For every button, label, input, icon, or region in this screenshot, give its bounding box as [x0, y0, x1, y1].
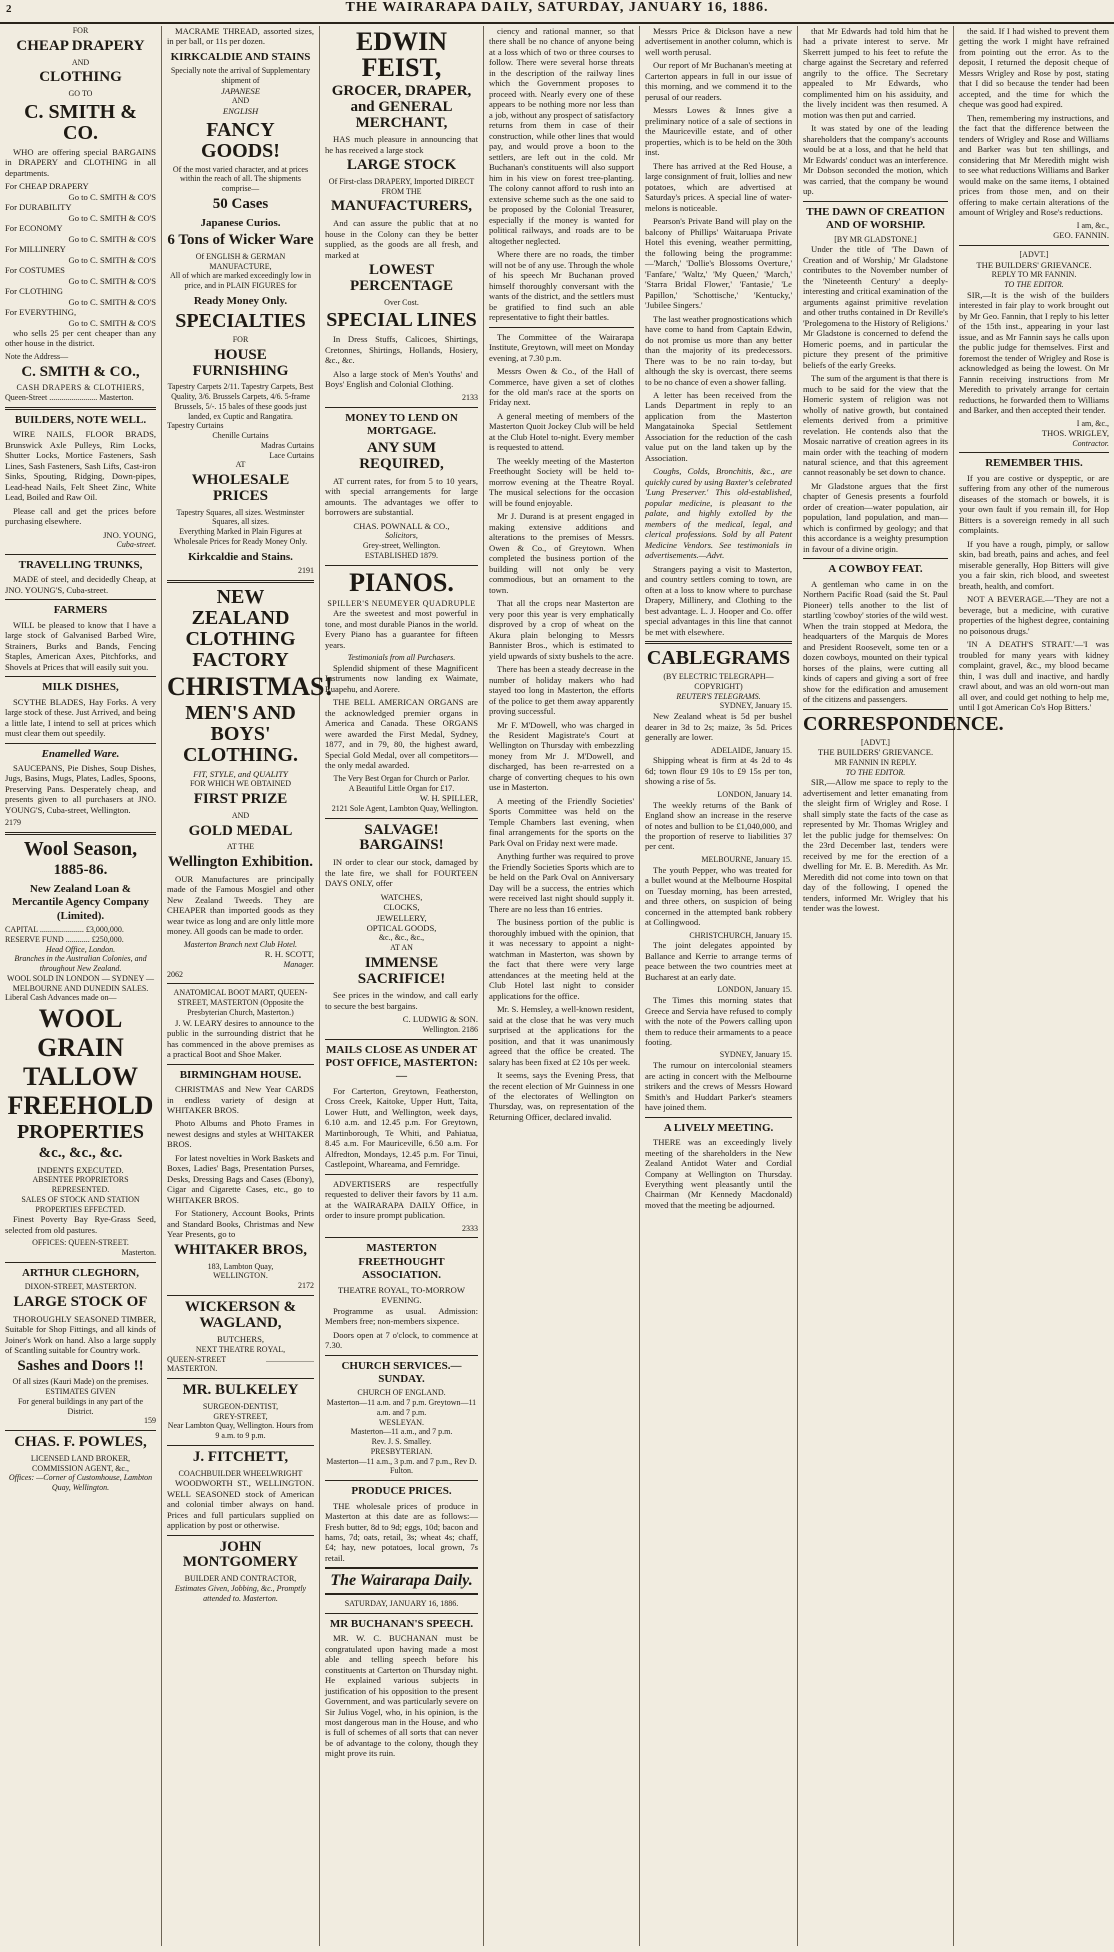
mails-heading: MAILS CLOSE AS UNDER AT POST OFFICE, MASTERTON:— [325, 1043, 478, 1083]
hop-bitters-beverage: NOT A BEVERAGE.—'They are not a beverage, but a medicine, with curative properties of the highest degree, containing no poisonous drugs.' [959, 594, 1109, 636]
editorial-date: SATURDAY, JANUARY 16, 1886. [344, 1598, 459, 1608]
freethought-programme: Programme as usual. Admission: Members free; non-members sixpence. [325, 1305, 478, 1327]
ad-bulkeley-surgeon: SURGEON-DENTIST, [202, 1401, 279, 1411]
ad-kirkcaldie-number: 2191 [298, 566, 314, 576]
ad-cleghorn-timber: THOROUGHLY SEASONED TIMBER, Suitable for Shop Fittings, and all kinds of Joiner's Work on hand. Also a large supply of Scantling suitable for Country work. [5, 1313, 156, 1356]
ad-nzloan-wool: WOOL [38, 1004, 123, 1034]
hop-bitters-health: 'IN A DEATH'S STRAIT.'—'I was troubled for many years with kidney complaint, gravel, &c., my blood became thin, I was dull and inactive, and hardly crawl about, and was an old worn-out man all over, and could get nothing to help me, until I got American Co's Hop Bitters.' [959, 639, 1109, 713]
ad-pianos-heading: PIANOS. [349, 567, 454, 597]
ad-nzcf-name: NEW ZEALAND CLOTHING FACTORY [185, 585, 296, 671]
ad-pownall-established: ESTABLISHED 1879. [364, 550, 439, 560]
ad-cleghorn-sashes-sub2: For general buildings in any part of the District. [17, 1396, 144, 1416]
cable-dateline: LONDON, January 15. [717, 985, 792, 995]
ad-nzcf-number: 2062 [167, 969, 183, 979]
ad-nzcf-branch: Masterton Branch next Club Hotel. [183, 939, 298, 949]
local-item: Mr J. Durand is at present engaged in making extensive additions and alterations to the premises of Messrs. Owen & Co., of Greytown. When completed the business portion of the building will not only be very commodious, but an ornament to the town. [489, 511, 634, 595]
column-5 [640, 26, 798, 1946]
local-item: Mr F. M'Dowell, who was charged in the Resident Magistrate's Court at Wellington on Thursday with embezzling money from Mr J. M'Dowell, and discharged, has been re-arrested on a charge of converting cheques to his own use in Masterton. [489, 719, 634, 793]
ad-nzloan-grain: GRAIN [37, 1033, 124, 1063]
ad-nzloan-indents: INDENTS EXECUTED. [37, 1164, 124, 1175]
ad-feist-manufacturers: MANUFACTURERS, [331, 198, 472, 215]
ad-kirkcaldie-wicker: 6 Tons of Wicker Ware [167, 232, 314, 248]
correspondence-advt: [ADVT.] [861, 737, 890, 747]
ad-nzcf-at-the: AT THE [226, 842, 255, 852]
ad-nzloan-absentee: ABSENTEE PROPRIETORS REPRESENTED. [32, 1175, 129, 1195]
ad-wool-season: Wool Season, [23, 838, 138, 861]
editorial-text: MR. W. C. BUCHANAN must be congratulated upon having made a most able and telling speech before his constituents at Carterton on Thursday night. He explained various subjects in justification of his opposition to the present Government, and was particularly severe on Sir Julius Vogel, who, in his opinion, is the most dangerous man in the House, and who is full of schemes of all sorts that can never be of advantage to the colony, though they might prove its ruin. [325, 1633, 478, 1759]
ad-money-text: AT current rates, for from 5 to 10 years, with special arrangements for large amounts. The advantages we offer to borrowers are substantial. [325, 475, 478, 518]
ad-nzloan-head-office: Head Office, London. [45, 944, 116, 954]
ad-feist-lowest: LOWEST PERCENTAGE [349, 262, 454, 294]
ad-nzloan-name: New Zealand Loan & Mercantile Agency Company (Limited). [12, 882, 149, 922]
ad-feist-name: EDWIN FEIST, [355, 27, 447, 82]
ad-nzloan-branches: Branches in the Australian Colonies, and throughout New Zealand. [14, 954, 147, 974]
ad-young-name: JNO. YOUNG, [103, 529, 156, 540]
local-item: There has arrived at the Red House, a large consignment of fruit, lollies and new potatoes, which are advertised at Saturday's prices. A special line of water-melons is noticeable. [645, 160, 792, 213]
freethought-doors: Doors open at 7 o'clock, to commence at 7.30. [325, 1329, 478, 1351]
cable-dateline: MELBOURNE, January 15. [701, 854, 792, 864]
ad-powles-address: Offices: —Corner of Customhouse, Lambton Quay, Wellington. [8, 1473, 153, 1493]
lively-meeting-continued-2: It was stated by one of the leading shareholders that the company's accounts would be at a loss, and that he held that Mr Edwards' conduct was an interference. Mr Dobson seconded the motion, which was carried, that the company be wound up. [803, 123, 948, 197]
ad-feist-over-cost: Over Cost. [384, 297, 419, 307]
advertisers-number: 2333 [462, 1223, 478, 1233]
editorial-continued-2: Where there are no roads, the timber will not be of any use. Through the whole of his speech Mr Buchanan proved himself thoroughly conversant with the wants of the district, and the settlers must be gratified to find such an able representative to fight their battles. [489, 249, 634, 323]
ad-feist-assure: And can assure the public that at no house in the Colony can they be better supplied, as the goods are all fresh, and marked at [325, 218, 478, 260]
editorial-masthead: The Wairarapa Daily. [325, 1567, 478, 1595]
ad-builders-text: WIRE NAILS, FLOOR BRADS, Brunswick Axle Pulleys, Rim Locks, Shutter Locks, Mortice Fasteners, Sash Lines, Sash Fasteners, Sash Lifts, Cast-iron Sinks, Spouting, Ridging, Down-pipes, Lead-head Nails, Felt Sheet Zinc, White Lead, Boiled and Raw Oil. [5, 429, 156, 503]
ad-feist-text: HAS much pleasure in announcing that he has received a large stock [325, 134, 478, 155]
ad-smith-for: FOR [72, 26, 89, 35]
lively-meeting-continued: that Mr Edwards had told him that he had a private interest to serve. Mr Skerrett jumped to his feet to refute the charge against the Secretary and referred angrily to the office. The Secretary appealed to Mr Edwards, who complimented him on his assiduity, and the lively incident was then resumed. A motion was then put and carried. [803, 26, 948, 120]
ad-whitaker-cards: CHRISTMAS and New Year CARDS in endless variety of design at WHITAKER BROS. [167, 1084, 314, 1115]
ad-whitaker-wellington: WELLINGTON. [213, 1271, 268, 1281]
church-cofe: CHURCH OF ENGLAND. [357, 1388, 446, 1398]
ad-cleghorn-name: ARTHUR CLEGHORN, [22, 1266, 139, 1279]
ad-wickerson-theatre: NEXT THEATRE ROYAL, [195, 1344, 286, 1354]
local-item: A general meeting of members of the Masterton Quoit Jockey Club will be held at the Club Hotel to-night. Every member is requested to attend. [489, 410, 634, 453]
ad-pianos-spiller: SPILLER'S NEUMEYER QUADRUPLE [327, 598, 476, 608]
ad-kirkcaldie-wicker-text: All of which are marked exceedingly low in price, and in PLAIN FIGURES for [169, 271, 312, 290]
ad-nzloan-finest: Finest Poverty Bay Rye-Grass Seed, selected from old pastures. [5, 1214, 156, 1235]
ad-feist-large-stock: LARGE STOCK [346, 157, 457, 174]
ad-pianos-text: Are the sweetest and most powerful in tone, and most durable Pianos in the world. Every Piano has a guarantee for fifteen years. [325, 608, 478, 650]
fannin-letter-continued-2: Then, remembering my instructions, and the fact that the difference between the tenders of Wrigley and Rose and Williams and Barker was but ten shillings, and considering that Mr Meredith might wish to see what reductions Williams and Barker would make on the same items, I obtained prices from those men, and on their offering to make certain alterations of the amount of Wrigley and Rose's reductions. [959, 112, 1109, 218]
ad-salvage-see-prices: See prices in the window, and call early to secure the best bargains. [325, 990, 478, 1011]
ad-kirkcaldie-tap-curtains: Tapestry Curtains [167, 421, 224, 431]
ad-young-street: Cuba-street. [116, 540, 156, 550]
fannin-letter-continued: the said. If I had wished to prevent them getting the work I might have refrained from pointing out the error. As to the deposit, I returned the deposit cheque of Messrs Wrigley and Rose by post, stating that I did so because the tender had been accepted, and the time for which the cheque was good had expired. [959, 26, 1109, 110]
cablegrams-reuters: REUTER'S TELEGRAMS. [676, 691, 761, 701]
reply-grievance: THE BUILDERS' GRIEVANCE. [976, 259, 1092, 270]
ad-builders-heading: BUILDERS, NOTE WELL. [14, 413, 147, 426]
list-item: For EVERYTHING, Go to C. SMITH & CO'S [5, 307, 156, 328]
ad-bulkeley-name: MR. BULKELEY [182, 1382, 299, 1399]
local-item: Messrs Price & Dickson have a new advertisement in another column, which is well worth perusal. [645, 26, 792, 57]
ad-nzloan-offices: OFFICES: QUEEN-STREET. [32, 1238, 129, 1248]
local-item: That all the crops near Masterton are very poor this year is very emphatically disproved by a crop of wheat on the Akura plain belonging to Messrs Bannister Bros., which is estimated to yield upwards of sixty bushels to the acre. [489, 598, 634, 661]
ad-nzcf-and: AND [231, 810, 250, 820]
wrigley-contractor: Contractor. [1072, 438, 1109, 448]
ad-nzcf-manager: Manager. [283, 959, 314, 969]
cablegrams-heading: CABLEGRAMS [646, 647, 791, 670]
ad-bulkeley-hours: Near Lambton Quay, Wellington. Hours from 9 a.m. to 9 p.m. [167, 1421, 314, 1441]
correspondence-grievance: THE BUILDERS' GRIEVANCE. [817, 747, 934, 758]
ad-fitchett-title: COACHBUILDER WHEELWRIGHT [178, 1468, 303, 1478]
correspondence-fannin: MR FANNIN IN REPLY. [834, 757, 917, 767]
hop-bitters-text: If you are costive or dyspeptic, or are suffering from any other of the numerous diseases of the stomach or bowels, it is your own fault if you remain ill, for Hop Bitters is a sovereign remedy in all such complaints. [959, 472, 1109, 536]
ad-boot-leary: J. W. LEARY desires to announce to the public in the surrounding district that he has commenced in the above premises as a practical Boot and Shoe Maker. [167, 1017, 314, 1060]
ad-smith-address: Queen-Street ........................ Masterton. [5, 393, 134, 403]
list-item: For ECONOMY Go to C. SMITH & CO'S [5, 223, 156, 244]
correspondence-heading: CORRESPONDENCE. [803, 712, 1004, 735]
ad-ludwig-address: Wellington. 2186 [422, 1024, 478, 1034]
ad-feist-number: 2133 [462, 392, 478, 402]
local-item: The last weather prognostications which have come to hand from Captain Edwin, do not promise us more than any better than the majority of its predecessors. There was to be no rain to-day, but although the sky is overcast, there seems to be no chance of even a shower falling. [645, 313, 792, 387]
ad-milk-heading: MILK DISHES, [42, 681, 119, 694]
list-item: For COSTUMES Go to C. SMITH & CO'S [5, 265, 156, 286]
ad-feist-first-class: Of First-class DRAPERY, Imported DIRECT FROM THE [328, 176, 475, 196]
local-item: It seems, says the Evening Press, that the recent election of Mr Guinness in one of the electorates of Wellington on Thursday, was, on representation of the Returning Officer, declared invalid. [489, 1070, 634, 1122]
ad-cleghorn-large-stock: LARGE STOCK OF [13, 1293, 148, 1310]
ad-pianos-testimonials: Testimonials from all Purchasers. [347, 653, 456, 663]
ad-fitchett-text: WOODWORTH ST., WELLINGTON. WELL SEASONED stock of American and colonial timber always on hand. Prices and full particulars supplied on application by post or otherwise. [167, 1478, 314, 1531]
dawn-byline: [BY MR GLADSTONE.] [834, 234, 917, 244]
ad-feist-special-lines: SPECIAL LINES [326, 309, 477, 332]
reply-to-editor: TO THE EDITOR. [1004, 279, 1064, 289]
ad-nzcf-christmas: CHRISTMAS! [167, 671, 334, 701]
list-item: For DURABILITY Go to C. SMITH & CO'S [5, 202, 156, 223]
ad-montgomery-title: BUILDER AND CONTRACTOR, [184, 1574, 297, 1584]
list-item: For CLOTHING Go to C. SMITH & CO'S [5, 286, 156, 307]
dawn-text-3: Mr Gladstone argues that the first chapter of Genesis presents a fourfold order of creation—water population, air population, land population, and man—which is confirmed by geology; and that this accordance is a weighty presumption in favour of a divine origin. [803, 480, 948, 554]
local-item: The Committee of the Wairarapa Institute, Greytown, will meet on Monday evening, at 7.30 p.m. [489, 331, 634, 363]
church-wesleyan-text: Masterton—11 a.m., and 7 p.m. [350, 1427, 453, 1437]
ad-salvage-immense: IMMENSE SACRIFICE! [357, 954, 446, 987]
ad-cleghorn-address: DIXON-STREET, MASTERTON. [24, 1282, 137, 1292]
ad-farmers-heading: FARMERS [53, 604, 108, 617]
ad-kirkcaldie-and: AND [231, 96, 250, 106]
ad-feist-special-text: In Dress Stuffs, Calicoes, Shirtings, Cretonnes, Shirtings, Hollands, Hosiery, &c., &c. [325, 334, 478, 366]
ad-smith-clothing: CLOTHING [39, 69, 122, 86]
ad-kirkcaldie-50-cases: 50 Cases [212, 195, 269, 212]
ad-trunks-text: MADE of steel, and decidedly Cheap, at JNO. YOUNG'S, Cuba-street. [5, 574, 156, 595]
cable-text: The joint delegates appointed by Ballance and Kerrie to arrange terms of peace between the two countries meet at Bucharest at an early date. [645, 940, 792, 982]
freethought-heading: MASTERTON FREETHOUGHT ASSOCIATION. [358, 1242, 445, 1282]
ad-enamelled-heading: Enamelled Ware. [41, 747, 120, 760]
ad-kirkcaldie-wicker-sub: Of ENGLISH & GERMAN MANUFACTURE, [195, 251, 286, 271]
ad-pownall-solicitors: Solicitors, [385, 531, 418, 541]
ad-bulkeley-street: GREY-STREET, [213, 1411, 268, 1421]
ad-trunks-heading: TRAVELLING TRUNKS, [18, 558, 143, 571]
cable-dateline: ADELAIDE, January 15. [710, 745, 792, 755]
ad-macrame: MACRAME THREAD, assorted sizes, in per ball, or 11s per dozen. [167, 26, 314, 47]
ad-enamelled-number: 2179 [5, 818, 21, 828]
local-item: Our report of Mr Buchanan's meeting at Carterton appears in full in our issue of this morning, and we commend it to the perusal of our readers. [645, 60, 792, 102]
fannin-name: GEO. FANNIN. [1053, 230, 1109, 241]
ad-salvage-jewellery: JEWELLERY, [376, 912, 427, 923]
ad-salvage-watches: WATCHES, [380, 891, 423, 902]
ad-kirkcaldie-chenille: Chenille Curtains [212, 431, 269, 441]
local-item: A meeting of the Friendly Societies' Sports Committee was held on the Temple Chambers last evening, when final arrangements for the sports on the Park Oval on Friday next were made. [489, 795, 634, 848]
ad-fitchett-name: J. FITCHETT, [192, 1448, 289, 1465]
ad-nzcf-fit: FIT, STYLE, and QUALITY [193, 768, 288, 779]
reply-text: SIR,—It is the wish of the builders interested in fair play to work brought out by Mr Geo. Fannin, that I reply to his letter of the 15th inst., appearing in your last issue, and as Mr Fannin says he calls upon the public judge for themselves. First and foremost the tender of Wrigley and Rose is acknowledged as being the lowest. On Mr Fannin receiving instructions from Mr Meredith to privately arrange for certain reductions, he forwarded them to Williams and Barker, and then accepted their tender. [959, 289, 1109, 416]
reply-heading: REPLY TO MR FANNIN. [991, 270, 1077, 280]
ad-kirkcaldie-squares: Tapestry Squares, all sizes. Westminster Squares, all sizes. [176, 507, 305, 527]
editorial-continued: ciency and rational manner, so that there shall be no chance of anyone being at a loss which of two or three courses to follow. There were several horse threats in the description of the railway lines which the Government proposes to proceed with. Nearly every one of these appears to be nothing more nor less than a job, without any prospect of satisfactory returns from them in case of their construction, while other lines that would pay, and would prove a boon to the settlers, are left out in the cold. Mr Buchanan's constituents will also support him in his view on forest tree-planting. The colony cannot afford to rush into an extensive scheme such as the one said to be proposed by the Colonial Treasurer, especially if the money is wanted for political railways, and roads are to be altogether neglected. [489, 26, 634, 246]
cable-text: Shipping wheat is firm at 4s 2d to 4s 6d; town flour £9 10s to £9 15s per ton, showing a rise of 5s. [645, 755, 792, 787]
dawn-text-2: The sum of the argument is that there is much to be said for the view that the Homeric system of religion was not wholly of native growth, but contained elements derived from a primitive revelation. He contends also that the Mosaic narrative of creation agrees in its main order with the teaching of modern natural science, and that this agreement cannot reasonably be set down to chance. [803, 373, 948, 478]
ad-salvage-etc: &c., &c., &c., [378, 933, 425, 943]
ad-whitaker-name: WHITAKER BROS, [173, 1241, 308, 1258]
ad-milk-text: SCYTHE BLADES, Hay Forks. A very large stock of these. Just Arrived, and being a little late, I intend to sell at prices which must clear them out speedily. [5, 696, 156, 739]
lively-meeting-text: THERE was an exceedingly lively meeting of the shareholders in the New Zealand Antidot Water and Cordial Company at Wellington on Thursday. Everything went pleasantly until the Chairman (Mr Kennedy Macdonald) moved that the meeting be adjourned. [645, 1137, 792, 1210]
mails-text: For Carterton, Greytown, Featherston, Cross Creek, Kaitoke, Upper Hutt, Taita, Lower Hutt, and Wellington, week days, 6.10 a.m. and 12.45 p.m. For Greytown, Martinborough, Te Whiti, and Pahiatua, 8.45 a.m. For Mauriceville, 6.50 a.m. For Alfredton, Mondays, 12.45 p.m. For Tinui, Castlepoint, Whareama, and Fernridge. [325, 1085, 478, 1170]
ad-smith-name-2: C. SMITH & CO., [21, 363, 140, 380]
list-item: For CHEAP DRAPERY Go to C. SMITH & CO'S [5, 181, 156, 202]
ad-nzloan-properties: PROPERTIES [16, 1121, 145, 1144]
ad-boot-mart: ANATOMICAL BOOT MART, QUEEN-STREET, MASTERTON (Opposite the Presbyterian Church, Masterton.) [173, 988, 308, 1017]
ad-nzloan-masterton: Masterton. [121, 1248, 156, 1257]
ad-nzloan-etc: &c., &c., &c. [38, 1145, 123, 1162]
cable-text: The rumour on intercolonial steamers are acting in concert with the Melbourne strikers and the crews of Messrs Howard Smith's and Huddart Parker's steamers have joined them. [645, 1060, 792, 1113]
ad-smith-for-list [5, 181, 156, 328]
hop-bitters-text-2: If you have a rough, pimply, or sallow skin, bad breath, pains and aches, and feel miserable generally, Hop Bitters will give you a fair skin, rich blood, and sweetest breath, health, and comfort. [959, 538, 1109, 591]
ad-smith-intro: WHO are offering special BARGAINS in DRAPERY and CLOTHING in all departments. [5, 146, 156, 178]
cable-text: The Times this morning states that Greece and Servia have refused to comply with the note of the Powers calling upon them to reduce their armaments to a peace footing. [645, 995, 792, 1047]
local-item: There has been a steady decrease in the number of holiday makers who had stayed too long in Masterton, the efforts of the police to get them away apparently proving successful. [489, 664, 634, 717]
cable-dateline: SYDNEY, January 15. [719, 1050, 792, 1060]
correspondence-to-editor: TO THE EDITOR. [845, 767, 906, 777]
ad-pianos-bell: THE BELL AMERICAN ORGANS are the acknowledged premier organs in America and Canada. These ORGANS were awarded the First Medal, Sydney, 1877, and in 79, 80, the highest award, Special Gold Medal, over all competitors—the only medal awarded. [325, 697, 478, 771]
church-presb-text: Masterton—11 a.m., 3 p.m. and 7 p.m., Rev D. Fulton. [326, 1456, 477, 1476]
masthead-title: THE WAIRARAPA DAILY, SATURDAY, JANUARY 16, 1886. [345, 0, 769, 15]
cowboy-text: A gentleman who came in on the Northern Pacific Road (said the St. Paul Pioneer) tells another to the list of startling 'cowboy' stories of the wild west. When the train stopped at Medora, the headquarters of the Marquis de Mores and President Roosevelt, some ten or a dozen cowboys, mounted on their typical horses of the plains, were cutting all kinds of capers and giving a sort of free show for the edification and amusement of the citizens and passengers. [803, 578, 948, 705]
local-item: A letter has been received from the Lands Department in reply to an application from the Masterton Mangatainoka Special Settlement Association for the reduction of the cash value put on the land taken up by the Association. [645, 389, 792, 463]
ad-whitaker-latest: For latest novelties in Work Baskets and Boxes, Ladies' Bags, Presentation Purses, Desks, Dressing Bags and Cases (Ebony), Cigar and Cigarette Cases, etc., go to WHITAKER BROS. [167, 1152, 314, 1205]
ad-ludwig-name: C. LUDWIG & SON. [402, 1014, 478, 1025]
ad-whitaker-number: 2172 [298, 1281, 314, 1291]
church-rev: Rev. J. S. Smalley. [371, 1437, 432, 1447]
cable-text: New Zealand wheat is 5d per bushel dearer in 3d to 2s; maize, 3s 5d. Prices generally are lower. [645, 711, 792, 743]
cable-text: The weekly returns of the Bank of England show an increase in the reserve of notes and bullion to be £1,040,000, and the proportion of reserve to liabilities 37 per cent. [645, 799, 792, 852]
ad-whitaker-stationery: For Stationery, Account Books, Prints and Standard Books, Christmas and New Year Presents, go to [167, 1208, 314, 1240]
ad-kirkcaldie-intro: Specially note the arrival of Supplementary shipment of [170, 66, 311, 86]
ad-nzcf-first-prize: FIRST PRIZE [193, 791, 288, 808]
ad-pianos-spiller-name: W. H. SPILLER, [419, 793, 478, 804]
ad-salvage-clocks: CLOCKS, [383, 902, 420, 913]
ad-farmers-text: WILL be pleased to know that I have a large stock of Galvanised Barbed Wire, Strainers, Burks and Bands, Fencing Staples, American Axes, Pitchforks, and Shovels at Prices that will easily suit you. [5, 619, 156, 672]
ad-nzloan-sales: SALES OF STOCK AND STATION PROPERTIES EFFECTED. [21, 1194, 140, 1214]
advertisers-notice: ADVERTISERS are respectfully requested to deliver their favors by 11 a.m. at the WAIRARAPA DAILY Office, in order to insure prompt publication. [325, 1178, 478, 1221]
ad-smith-name: C. SMITH & CO. [24, 100, 137, 144]
ad-kirkcaldie-madras: Madras Curtains [260, 440, 314, 450]
ad-whitaker-lambton: 183, Lambton Quay, [207, 1261, 274, 1271]
ad-cleghorn-sashes-sub: Of all sizes (Kauri Made) on the premises. ESTIMATES GIVEN [12, 1377, 149, 1397]
ad-kirkcaldie-ready-money: Ready Money Only. [193, 294, 288, 307]
ad-nzcf-scott: R. H. SCOTT, [264, 949, 314, 960]
ad-montgomery-address: Estimates Given, Jobbing, &c., Promptly attended to. Masterton. [174, 1583, 307, 1603]
ad-nzloan-reserve: RESERVE FUND ............ £250,000. [5, 934, 124, 944]
ad-kirkcaldie-wholesale: WHOLESALE PRICES [191, 472, 290, 504]
page-number: 2 [6, 3, 13, 15]
ad-cleghorn-number: 159 [144, 1416, 156, 1426]
ad-pianos-beautiful: A Beautiful Little Organ for £17. [348, 783, 455, 793]
ad-kirkcaldie-name: KIRKCALDIE AND STAINS [170, 50, 311, 63]
cable-text: The youth Pepper, who was treated for a bullet wound at the Melbourne Hospital on Tuesday morning, has been arrested, and three others, on suspicion of being concerned in the attempted bank robbery at Collingwood. [645, 864, 792, 928]
local-item: Anything further was required to prove the Friendly Societies Sports which are to be held on the Park Oval on Anniversary Day will be a success, the entries which were received last night should supply it. There are no less than 16 entries. [489, 851, 634, 914]
ad-montgomery-name: JOHN MONTGOMERY [182, 1538, 299, 1571]
local-item: Messrs Lowes & Innes give a preliminary notice of a sale of sections in the Mauriceville estate, and of other properties, which is to be held on the 30th inst. [645, 105, 792, 158]
ad-smith-cheap-drapery: CHEAP DRAPERY [16, 37, 145, 54]
produce-text: THE wholesale prices of produce in Masterton at this date are as follows:— Fresh butter, 8d to 9d; eggs, 10d; bacon and hams, 7d; oats, retail, 3s; wheat 4s; chaff, £4; hay, new potatoes, local grown, 7s retail. [325, 1500, 478, 1563]
ad-nzcf-gold-medal: GOLD MEDAL [188, 822, 293, 839]
ad-wickerson-address: QUEEN-STREET ........................ MASTERTON. [167, 1354, 314, 1374]
local-item: Mr. S. Hemsley, a well-known resident, said at the close that he was very much surprised at the applications for the position, and that it was unanimously agreed that the office be created. The salary has been fixed at £2 10s per week. [489, 1004, 634, 1067]
ad-pianos-splendid: Splendid shipment of these Magnificent Instruments now landing ex Waimate, Ruapehu, and Aorere. [325, 663, 478, 694]
church-cofe-text: Masterton—11 a.m. and 7 p.m. Greytown—11 a.m. and 7 p.m. [326, 1398, 477, 1417]
ad-birmingham-heading: BIRMINGHAM HOUSE. [179, 1068, 302, 1081]
ad-pianos-spiller-address: 2121 Sole Agent, Lambton Quay, Wellington. [331, 803, 478, 813]
ad-wickerson-name: WICKERSON & WAGLAND, [184, 1298, 297, 1331]
column-6 [798, 26, 1004, 1946]
ad-kirkcaldie-at: AT [235, 460, 246, 470]
wrigley-name: THOS. WRIGLEY, [1041, 428, 1109, 439]
local-item: Messrs Owen & Co., of the Hall of Commerce, have given a set of clothes for the old man's race at the sports on Friday next. [489, 366, 634, 408]
ad-kirkcaldie-for: FOR [232, 335, 249, 345]
ad-nzloan-wool-sold: WOOL SOLD IN LONDON — SYDNEY — MELBOURNE AND DUNEDIN SALES. [7, 973, 154, 993]
ad-money-heading: MONEY TO LEND ON MORTGAGE. [345, 411, 458, 437]
ad-powles-name: CHAS. F. POWLES, [14, 1434, 147, 1451]
church-heading: CHURCH SERVICES.—SUNDAY. [341, 1359, 462, 1385]
column-2 [162, 26, 334, 1946]
cowboy-heading: A COWBOY FEAT. [828, 563, 923, 576]
cablegrams-subheading: (BY ELECTRIC TELEGRAPH—COPYRIGHT) [663, 672, 774, 691]
fannin-signoff: I am, &c., [1076, 220, 1109, 230]
column-3 [320, 26, 484, 1946]
ad-kirkcaldie-everything: Everything Marked in Plain Figures at Wholesale Prices for Ready Money Only. [173, 527, 308, 546]
ad-nzcf-for-which: FOR WHICH WE OBTAINED [189, 779, 292, 789]
local-item-advt: Coughs, Colds, Bronchitis, &c., are quickly cured by using Baxter's celebrated 'Lung Preserver.' This old-established, popular medicine, is pleasant to the palate, and highly extolled by the members of the medical, legal, and clerical professions. Sold by all Patent Medicine Vendors. See testimonials in advertisements.—Advt. [645, 466, 792, 561]
lively-meeting-heading: A LIVELY MEETING. [663, 1121, 774, 1134]
ad-whitaker-albums: Photo Albums and Photo Frames in newest designs and styles at WHITAKER BROS. [167, 1118, 314, 1150]
ad-money-any-sum: ANY SUM REQUIRED, [359, 440, 444, 473]
ad-kirkcaldie-fancy-goods: FANCY GOODS! [201, 118, 280, 162]
ad-nzloan-capital: CAPITAL ...................... £3,000,000. [5, 925, 124, 935]
ad-kirkcaldie-japanese: JAPANESE [221, 85, 260, 96]
ad-pianos-very-best: The Very Best Organ for Church or Parlor. [333, 773, 470, 783]
ad-nzloan-tallow: TALLOW [22, 1062, 139, 1092]
ad-kirkcaldie-english: ENGLISH [222, 106, 259, 117]
ad-smith-go-to: GO TO [68, 89, 93, 98]
ad-enamelled-text: SAUCEPANS, Pie Dishes, Soup Dishes, Jugs, Basins, Mugs, Plates, Ladles, Spoons, Preserving Pans. Desperately cheap, and presents given to all purchasers at JNO. YOUNG'S, Cuba-street, Wellington. [5, 762, 156, 815]
ad-cleghorn-sashes: Sashes and Doors !! [17, 1357, 144, 1374]
ad-powles-title: LICENSED LAND BROKER, COMMISSION AGENT, &c., [30, 1453, 131, 1473]
dawn-text: Under the title of 'The Dawn of Creation and of Worship,' Mr Gladstone contributes to the November number of the 'Nineteenth Century' a deeply-interesting and critical examination of the arguments against primitive revelation and other truths contained in Dr Reville's 'Prolegomena to the History of Religions.' Mr Gladstone is concerned to defend the Homeric poems, and in particular the picture they present of the primitive beliefs of the early Greeks. [803, 244, 948, 370]
cable-dateline: SYDNEY, January 15. [719, 701, 792, 711]
ad-pownall-street: Grey-street, Wellington. [362, 541, 441, 551]
ad-kirkcaldie-sign: Kirkcaldie and Stains. [188, 550, 293, 563]
correspondence-text: SIR,—Allow me space to reply to the advertisement and letter emanating from the sleight firm of Wrigley and Rose. I shall simply state the facts of the case as represented by Mr. Thomas Wrigley and let the public judge for themselves: On the 23rd December last, tenders were received by me for the erection of a dwelling for Mr. E. B. Meredith. As Mr. Meredith did not come into town on that day of the following, I opened the tenders, informed Mr. Wrigley that his tender was the lowest. [803, 777, 948, 914]
column-4 [484, 26, 640, 1946]
list-item: For MILLINERY Go to C. SMITH & CO'S [5, 244, 156, 265]
church-presbyterian: PRESBYTERIAN. [370, 1446, 433, 1456]
ad-pownall-name: CHAS. POWNALL & CO., [353, 520, 450, 531]
dawn-heading: THE DAWN OF CREATION AND OF WORSHIP. [806, 205, 945, 232]
ad-smith-note: Note the Address— [5, 351, 69, 361]
ad-wickerson-butchers: BUTCHERS, [216, 1334, 265, 1345]
ad-wool-year: 1885-86. [53, 862, 108, 879]
ad-kirkcaldie-lace: Lace Curtains [269, 450, 314, 460]
ad-feist-also: Also a large stock of Men's Youths' and Boys' English and Colonial Clothing. [325, 368, 478, 390]
ad-kirkcaldie-fancy-text: Of the most varied character, and at prices within the reach of all. The shipments comprise— [172, 164, 309, 194]
ad-nzcf-exhibition: Wellington Exhibition. [167, 854, 314, 871]
local-item: The business portion of the public is thoroughly imbued with the opinion, that it was necessary to appoint a night-watchman in Masterton, was shown by the fact that there were very large attendances at the meeting held at the Club Hotel last night to consider applications for the office. [489, 917, 634, 1001]
ad-builders-note: Please call and get the prices before purchasing elsewhere. [5, 505, 156, 527]
ad-salvage-at-an: AT AN [390, 943, 413, 953]
cable-dateline: CHRISTCHURCH, January 15. [689, 930, 792, 940]
hop-bitters-heading: REMEMBER THIS. [985, 457, 1083, 470]
ad-kirkcaldie-curios: Japanese Curios. [200, 216, 281, 229]
reply-advt: [ADVT.] [1019, 249, 1049, 259]
ad-nzloan-liberal: Liberal Cash Advances made on— [5, 993, 117, 1003]
local-item-advt: Strangers paying a visit to Masterton, and country settlers coming to town, are often at a loss to know where to purchase Drapery, Millinery, and Clothing to the best advantage. L. J. Hooper and Co. offer special advantages in this line that cannot be met with elsewhere. [645, 563, 792, 637]
ad-nzcf-mens: MEN'S AND BOYS' CLOTHING. [182, 701, 299, 766]
column-1 [0, 26, 162, 1946]
ad-salvage-optical: OPTICAL GOODS, [366, 922, 437, 933]
ad-smith-cash-drapers: CASH DRAPERS & CLOTHIERS, [16, 383, 145, 393]
ad-smith-sells: who sells 25 per cent cheaper than any other house in the district. [5, 327, 156, 349]
editorial-heading: MR BUCHANAN'S SPEECH. [329, 1617, 474, 1630]
ad-nzloan-freehold: FREEHOLD [7, 1091, 154, 1121]
produce-heading: PRODUCE PRICES. [351, 1485, 452, 1498]
ad-kirkcaldie-tapestry: Tapestry Carpets 2/11. Tapestry Carpets, Best Quality, 3/6. Brussels Carpets, 4/6. 5-frame Brussels, 5/-. 15 bales of these goods just landed, ex Cuptic and Rangatira. [167, 382, 314, 421]
column-7 [954, 26, 1114, 1946]
local-item: The weekly meeting of the Masterton Freethought Society will be held to-morrow evening at the Theatre Royal. The musical selections for the occasion will be found enjoyable. [489, 455, 634, 508]
cable-dateline: LONDON, January 14. [717, 789, 792, 799]
freethought-theatre: THEATRE ROYAL, TO-MORROW EVENING. [338, 1284, 465, 1306]
ad-kirkcaldie-house-furnishing: HOUSE FURNISHING [192, 346, 289, 379]
wrigley-signoff: I am, &c., [1076, 418, 1109, 428]
masthead [0, 0, 1114, 24]
ad-nzcf-text: OUR Manufactures are principally made of the Famous Mosgiel and other New Zealand Tweeds. They are CHEAPER than imported goods as they wear twice as long and are only little more money. All goods can be made to order. [167, 873, 314, 937]
church-wesleyan: WESLEYAN. [378, 1417, 425, 1427]
ad-salvage-heading: SALVAGE! BARGAINS! [359, 821, 444, 854]
local-item: Pearson's Private Band will play on the balcony of Phillips' Waitaruapa Private Hotel this evening, weather permitting, the following being the programme:—'March,' 'Dollie's Blossoms Overture,' 'Fanfare,' 'Waltz,' 'My Queen,' 'March,' 'Starra Bridal Flower,' 'Fantasie,' 'Le Papillon,' 'Schottische,' 'Kentucky,' 'Jubilee Singers.' [645, 216, 792, 311]
ad-kirkcaldie-specialties: SPECIALTIES [175, 310, 306, 333]
ad-salvage-text: IN order to clear our stock, damaged by the late fire, we shall for FOURTEEN DAYS ONLY, offer [325, 857, 478, 889]
ad-smith-and: AND [71, 57, 90, 67]
ad-feist-grocer: GROCER, DRAPER, and GENERAL MERCHANT, [331, 83, 472, 131]
